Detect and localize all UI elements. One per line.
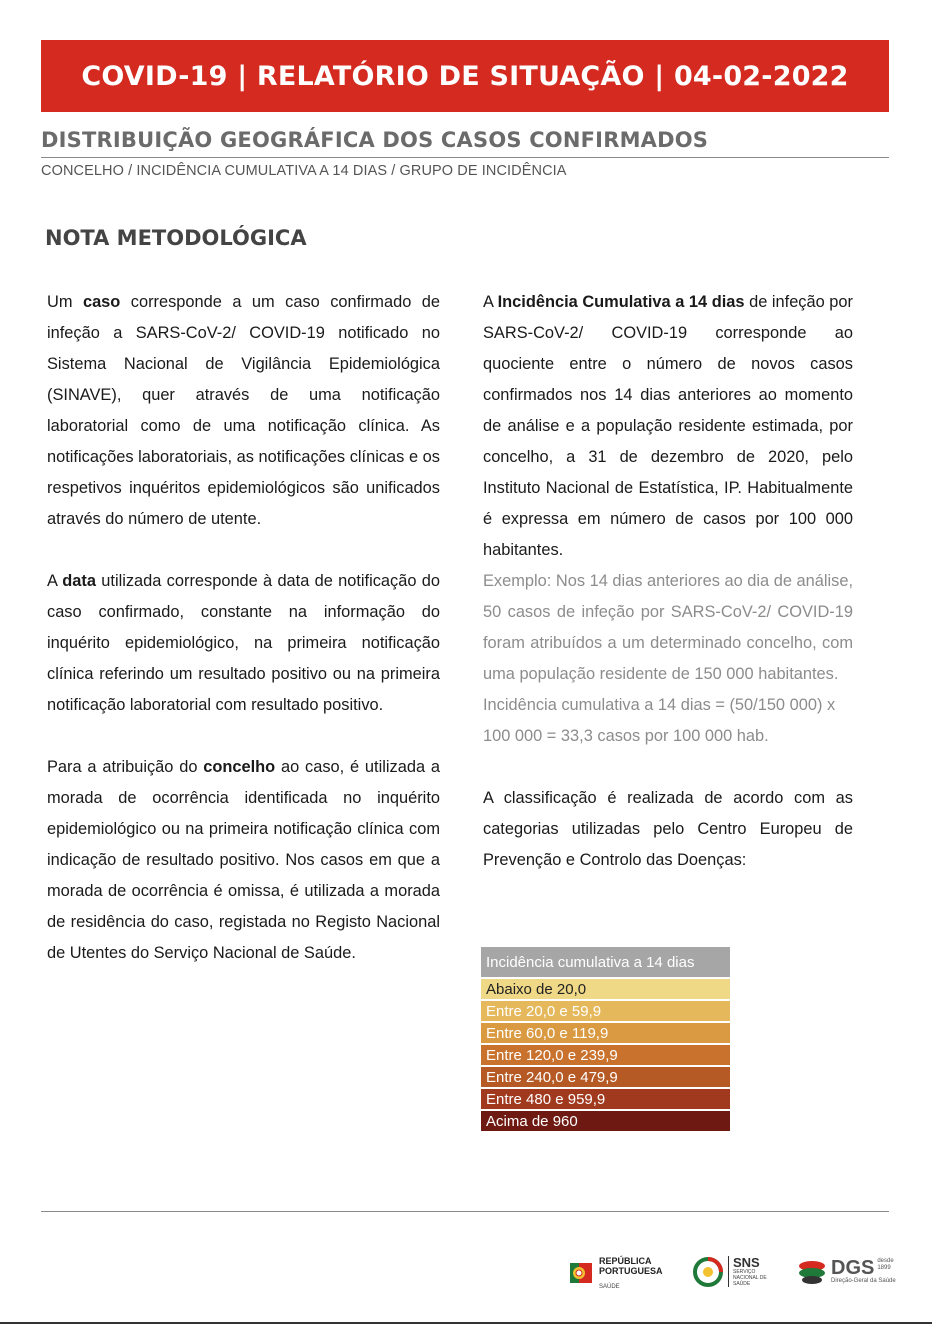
section-divider: [41, 157, 889, 158]
legend-row: Entre 60,0 e 119,9: [481, 1023, 730, 1043]
dgs-since: desde 1899: [877, 1258, 894, 1271]
dgs-subtext: Direção-Geral da Saúde: [831, 1278, 896, 1284]
section-title: DISTRIBUIÇÃO GEOGRÁFICA DOS CASOS CONFIRMADOS: [41, 128, 709, 152]
incidence-legend: [481, 947, 730, 1133]
paragraph-caso: Um caso corresponde a um caso confirmado de infeção a SARS-CoV-2/ COVID-19 notificado no Sistema Nacional de Vigilância Epidemiológica (SINAVE), quer através de uma notificação laboratorial como de uma notificação clínica. As notificações laboratoriais, as notificações clínicas e os respetivos inquéritos epidemiológicos são unificados através do número de utente.: [47, 293, 440, 528]
nota-title: NOTA METODOLÓGICA: [45, 226, 307, 250]
dgs-logo: [797, 1256, 897, 1286]
paragraph-classification: A classificação é realizada de acordo com as categorias utilizadas pelo Centro Europeu de Prevenção e Controlo das Doenças:: [483, 789, 853, 869]
term-concelho: concelho: [203, 758, 276, 776]
paragraph-incidencia: A Incidência Cumulativa a 14 dias de infeção por SARS-CoV-2/ COVID-19 corresponde ao quociente entre o número de novos casos confirmados nos 14 dias anteriores ao momento de análise e a população residente estimada, por concelho, a 31 de dezembro de 2020, pelo Instituto Nacional de Estatística, IP. Habitualmente é expressa em número de casos por 100 000 habitantes.: [483, 293, 853, 559]
legend-row: Acima de 960: [481, 1111, 730, 1131]
legend-row: Abaixo de 20,0: [481, 979, 730, 999]
rp-line2: PORTUGUESA: [599, 1266, 663, 1276]
legend-row: Entre 240,0 e 479,9: [481, 1067, 730, 1087]
footer-divider: [41, 1211, 889, 1212]
report-banner: [41, 40, 889, 112]
dgs-text: DGS: [831, 1257, 875, 1279]
portugal-shield-icon: [570, 1259, 594, 1287]
section-subtitle: CONCELHO / INCIDÊNCIA CUMULATIVA A 14 DIAS / GRUPO DE INCIDÊNCIA: [41, 163, 567, 179]
sns-emblem-icon: [693, 1257, 723, 1287]
rp-line1: REPÚBLICA: [599, 1256, 652, 1266]
republica-portuguesa-logo: [570, 1256, 663, 1290]
legend-row: Entre 120,0 e 239,9: [481, 1045, 730, 1065]
sns-logo: [693, 1256, 775, 1287]
paragraph-formula: Incidência cumulativa a 14 dias = (50/150 000) x 100 000 = 33,3 casos por 100 000 hab.: [483, 696, 836, 745]
dgs-emblem-icon: [797, 1256, 827, 1286]
term-data: data: [62, 572, 96, 590]
rp-sub: SAÚDE: [599, 1284, 620, 1290]
sns-text: SNS: [733, 1255, 760, 1270]
legend-row: Entre 480 e 959,9: [481, 1089, 730, 1109]
term-incidencia: Incidência Cumulativa a 14 dias: [497, 293, 745, 311]
paragraph-example: Exemplo: Nos 14 dias anteriores ao dia de análise, 50 casos de infeção por SARS-CoV-2/ COVID-19 foram atribuídos a um determinado concelho, com uma população residente de 150 000 habitantes.: [483, 572, 853, 683]
term-caso: caso: [82, 293, 121, 311]
banner-title: COVID-19 | RELATÓRIO DE SITUAÇÃO | 04-02-2022: [81, 60, 849, 92]
legend-row: Entre 20,0 e 59,9: [481, 1001, 730, 1021]
paragraph-concelho: Para a atribuição do concelho ao caso, é utilizada a morada de ocorrência identificada no inquérito epidemiológico ou na primeira notificação clínica com indicação de resultado positivo. Nos casos em que a morada de ocorrência é omissa, é utilizada a morada de residência do caso, registada no Registo Nacional de Utentes do Serviço Nacional de Saúde.: [47, 758, 440, 962]
right-column: [483, 287, 853, 876]
left-column: [47, 287, 440, 969]
legend-header: Incidência cumulativa a 14 dias: [481, 947, 730, 977]
paragraph-data: A data utilizada corresponde à data de notificação do caso confirmado, constante na informação do inquérito epidemiológico, na primeira notificação clínica referindo um resultado positivo ou na primeira notificação laboratorial com resultado positivo.: [47, 572, 440, 714]
sns-subtext: SERVIÇO NACIONAL DE SAÚDE: [733, 1269, 767, 1287]
